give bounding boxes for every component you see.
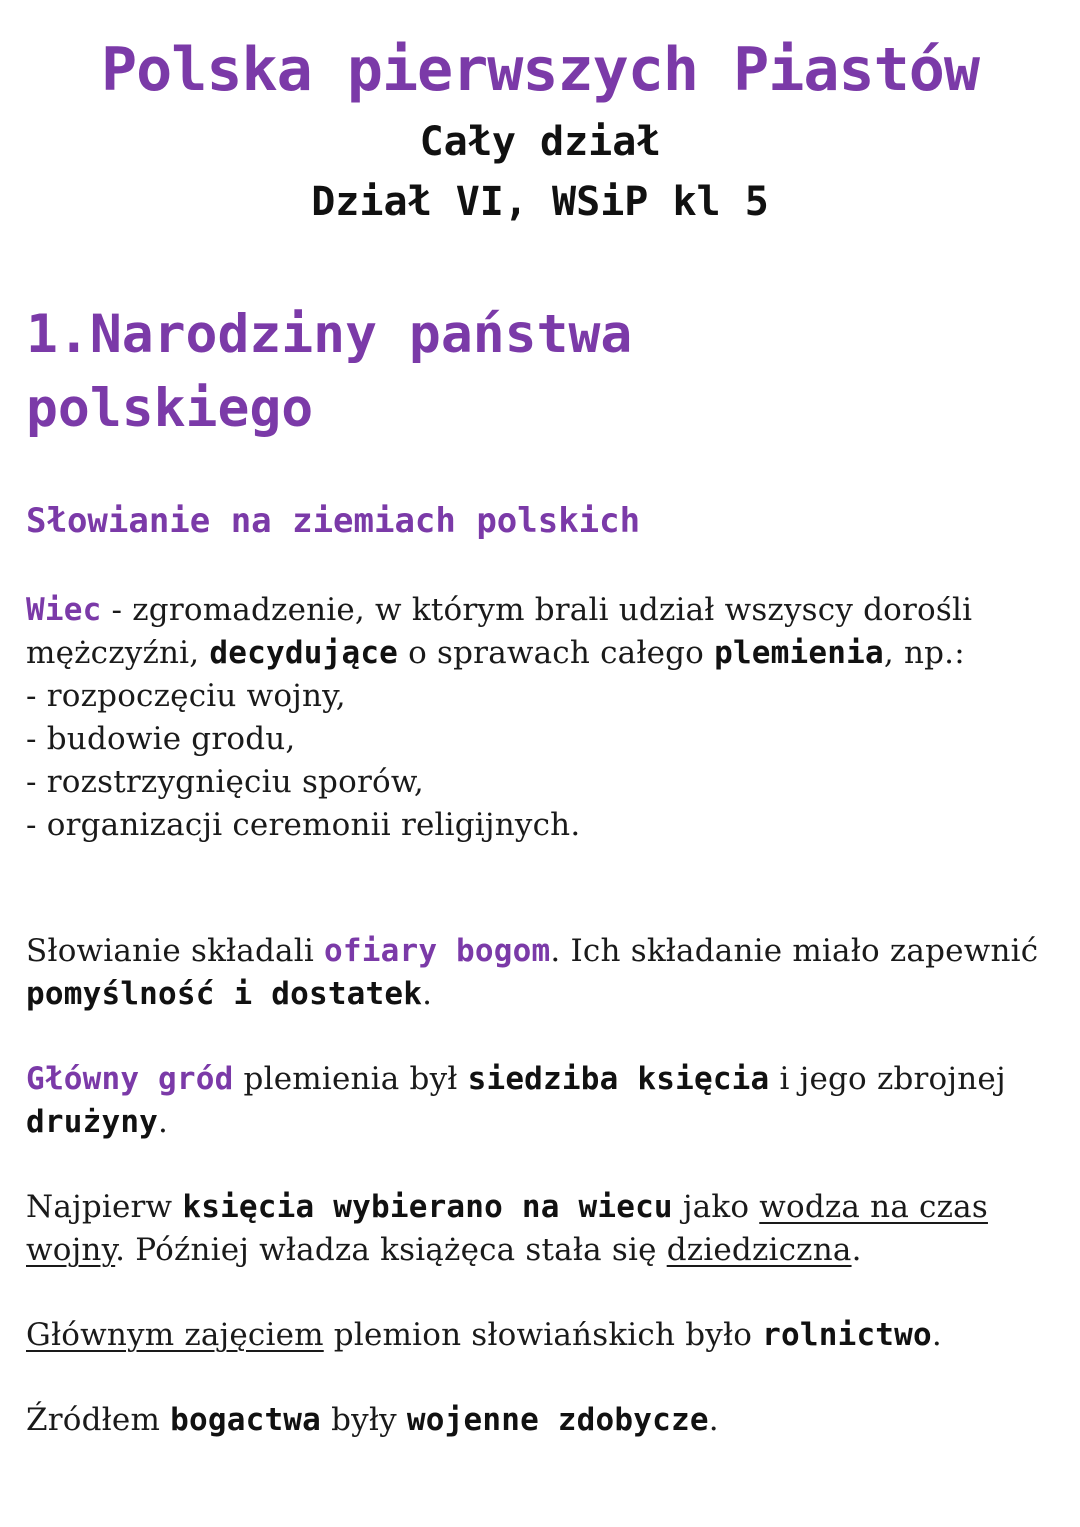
text: . bbox=[851, 1232, 862, 1268]
term-ofiary: ofiary bogom bbox=[324, 933, 551, 969]
subsection-heading: Słowianie na ziemiach polskich bbox=[26, 501, 641, 541]
text: plemion słowiańskich było bbox=[323, 1317, 763, 1353]
text: były bbox=[321, 1402, 407, 1438]
underlined-term: dziedziczna bbox=[666, 1232, 852, 1268]
text: Najpierw bbox=[26, 1189, 183, 1225]
list-item: - rozpoczęciu wojny, bbox=[26, 678, 346, 714]
bold-term: rolnictwo bbox=[762, 1317, 932, 1353]
text: . bbox=[422, 976, 433, 1012]
text: . bbox=[708, 1402, 719, 1438]
text: . bbox=[158, 1104, 169, 1140]
bold-term: wojenne zdobycze bbox=[406, 1402, 709, 1438]
text: , np.: bbox=[883, 635, 965, 671]
paragraph-ofiary bbox=[26, 930, 1066, 1016]
term-glowny-grod: Główny gród bbox=[26, 1061, 234, 1097]
paragraph-ksiaze bbox=[26, 1186, 1066, 1272]
section-heading-line-1: 1.Narodziny państwa bbox=[26, 304, 633, 365]
bold-term: księcia wybierano na wiecu bbox=[182, 1189, 673, 1225]
bold-term: siedziba księcia bbox=[467, 1061, 770, 1097]
document-subtitle-scope: Cały dział bbox=[419, 119, 661, 165]
bold-term: bogactwa bbox=[170, 1402, 322, 1438]
bold-term: pomyślność i dostatek bbox=[26, 976, 423, 1012]
term-wiec: Wiec bbox=[26, 592, 102, 628]
paragraph-bogactwo bbox=[26, 1399, 1066, 1442]
list-item: - rozstrzygnięciu sporów, bbox=[26, 764, 424, 800]
paragraph-wiec bbox=[26, 589, 1066, 847]
paragraph-grod bbox=[26, 1058, 1066, 1144]
bold-term: plemienia bbox=[714, 635, 884, 671]
text: plemienia był bbox=[233, 1061, 468, 1097]
bold-term: drużyny bbox=[26, 1104, 159, 1140]
section-heading-line-2: polskiego bbox=[26, 378, 314, 439]
text: . Ich składanie miało zapewnić bbox=[550, 933, 1039, 969]
text: jako bbox=[672, 1189, 760, 1225]
underlined-term: wodza na czas wojny bbox=[26, 1189, 988, 1268]
document-title: Polska pierwszych Piastów bbox=[100, 35, 980, 105]
text: . Później władza książęca stała się bbox=[115, 1232, 667, 1268]
list-item: - budowie grodu, bbox=[26, 721, 296, 757]
text: i jego zbrojnej bbox=[769, 1061, 1006, 1097]
underlined-term: Głównym zajęciem bbox=[26, 1317, 324, 1353]
text: Źródłem bbox=[26, 1402, 171, 1438]
text: Słowianie składali bbox=[26, 933, 324, 969]
document-subtitle-chapter: Dział VI, WSiP kl 5 bbox=[311, 179, 769, 225]
section-heading bbox=[26, 298, 1056, 446]
paragraph-zajecie bbox=[26, 1314, 1066, 1357]
text: - zgromadzenie, w którym brali udział wszyscy dorośli mężczyźni, bbox=[26, 592, 973, 671]
text: o sprawach całego bbox=[398, 635, 715, 671]
text: . bbox=[931, 1317, 942, 1353]
bold-term: decydujące bbox=[209, 635, 399, 671]
list-item: - organizacji ceremonii religijnych. bbox=[26, 807, 581, 843]
